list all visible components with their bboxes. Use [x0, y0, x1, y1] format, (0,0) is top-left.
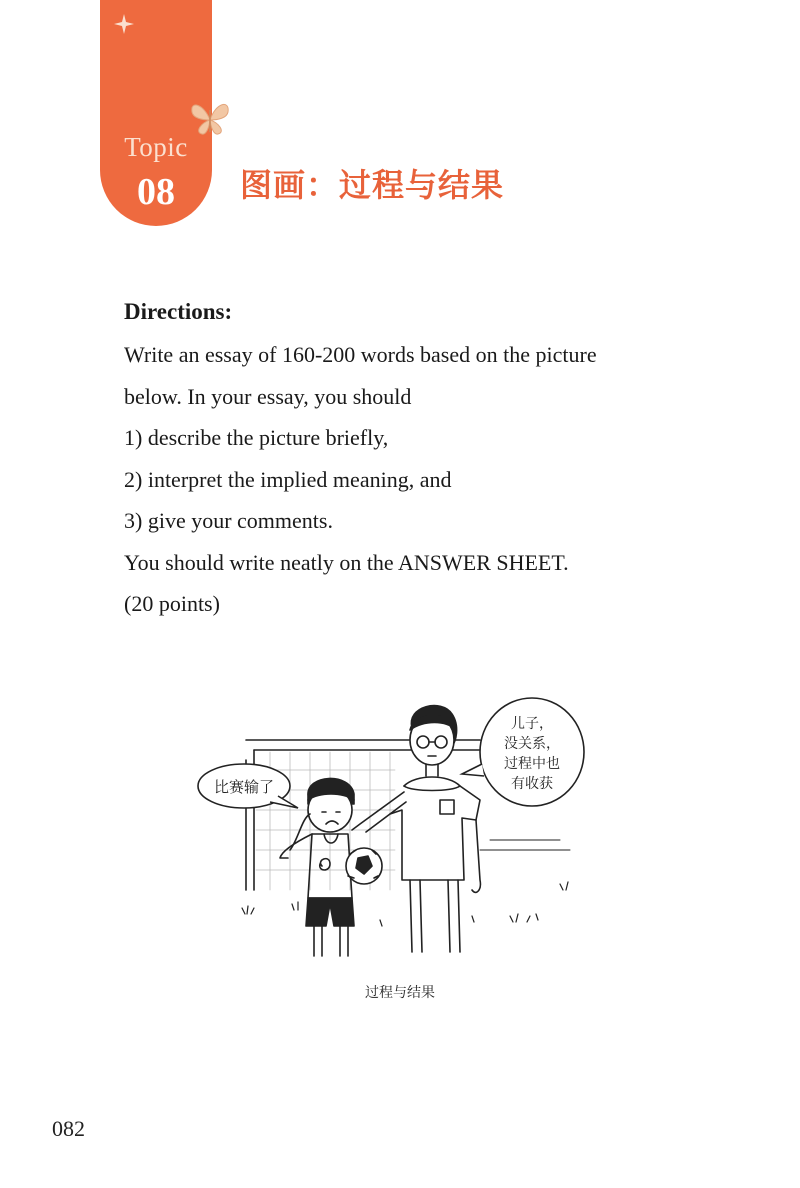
page-number: 082: [52, 1116, 85, 1141]
butterfly-icon: [186, 98, 234, 140]
directions-block: [124, 296, 724, 625]
boy-speech-bubble: [198, 764, 298, 808]
topic-label: Topic: [124, 132, 188, 162]
directions-line: 1) describe the picture briefly,: [124, 425, 389, 450]
directions-line: (20 points): [124, 591, 220, 616]
topic-number: 08: [137, 171, 175, 213]
father-speech-line: 儿子，: [511, 716, 553, 732]
illustration-caption: 过程与结果: [365, 985, 435, 1001]
father-speech-line: 有收获: [511, 776, 553, 792]
father-speech-line: 没关系，: [504, 736, 560, 752]
directions-line: You should write neatly on the ANSWER SHEET.: [124, 549, 569, 575]
directions-line: Write an essay of 160-200 words based on the picture: [124, 342, 597, 367]
directions-line: below. In your essay, you should: [124, 383, 412, 409]
soccer-ball: [346, 848, 382, 884]
cartoon-illustration: [180, 690, 620, 980]
directions-line: 3) give your comments.: [124, 508, 333, 533]
father-figure: [352, 706, 480, 952]
topic-title: 图画：过程与结果: [240, 166, 505, 204]
directions-line: 2) interpret the implied meaning, and: [124, 466, 452, 492]
grass-tufts: [242, 882, 568, 926]
father-speech-line: 过程中也: [504, 756, 560, 772]
directions-heading: Directions:: [124, 299, 233, 324]
sparkle-icon: [114, 14, 134, 34]
boy-speech-text: 比赛输了: [213, 778, 275, 796]
father-speech-bubble: [462, 698, 584, 806]
